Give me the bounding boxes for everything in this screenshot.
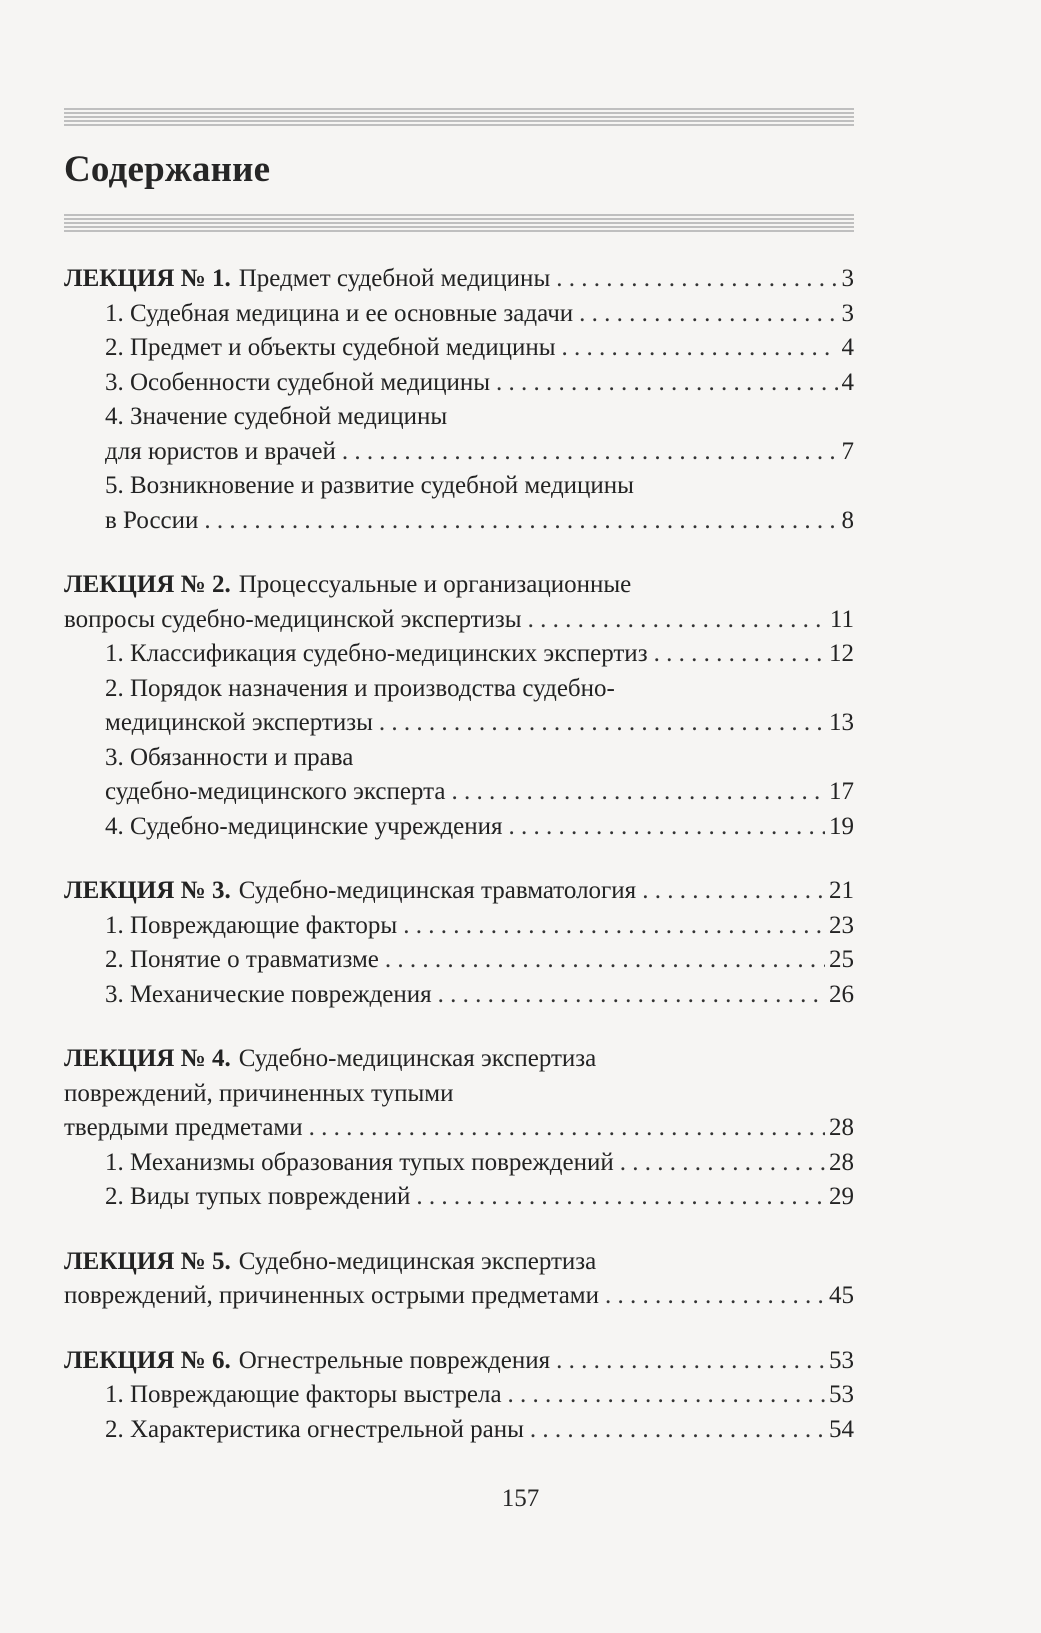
lecture-title: Предмет судебной медицины: [238, 265, 551, 292]
toc-page-number: 53: [829, 1381, 854, 1408]
toc-lecture-line[interactable]: [64, 1042, 854, 1077]
dot-leader: [556, 262, 837, 297]
toc-section: [64, 1245, 854, 1314]
toc-subitem-line[interactable]: [64, 909, 854, 944]
toc-section: [64, 1344, 854, 1448]
toc-page-number: 12: [829, 640, 854, 667]
lecture-title: повреждений, причиненных острыми предметами: [64, 1282, 599, 1309]
toc-page-number: 3: [841, 299, 854, 327]
dot-leader: [403, 909, 825, 944]
toc-entry-text: 2. Понятие о травматизме: [105, 946, 379, 973]
dot-leader: [309, 1111, 825, 1146]
lecture-title: Судебно-медицинская травматология: [238, 877, 637, 904]
toc-subitem-line[interactable]: [64, 504, 854, 539]
toc-page-number: 4: [841, 368, 854, 396]
toc-entry-text: 2. Характеристика огнестрельной раны: [105, 1415, 524, 1443]
toc-entry-text: [64, 568, 631, 603]
toc-section: [64, 1042, 854, 1215]
toc-subitem-line[interactable]: [64, 1413, 854, 1448]
toc-entry-text: [64, 1279, 599, 1314]
toc-lecture-line[interactable]: [64, 874, 854, 909]
bottom-decorative-rule: [64, 214, 854, 232]
dot-leader: [562, 331, 838, 366]
toc-page-number: 7: [841, 437, 854, 465]
toc-lecture-line[interactable]: [64, 1111, 854, 1146]
toc-entry-text: 2. Предмет и объекты судебной медицины: [105, 334, 556, 361]
lecture-title: Судебно-медицинская экспертиза: [238, 1045, 597, 1072]
toc-subitem-line[interactable]: [64, 366, 854, 401]
toc-subitem-line[interactable]: [64, 706, 854, 741]
lecture-title: Судебно-медицинская экспертиза: [238, 1247, 597, 1275]
toc-subitem-line[interactable]: [64, 1180, 854, 1215]
toc-entry-text: [64, 262, 550, 297]
dot-leader: [620, 1146, 825, 1181]
dot-leader: [496, 366, 837, 401]
toc-section: [64, 262, 854, 538]
toc-page-number: 13: [829, 709, 854, 736]
lecture-label: ЛЕКЦИЯ № 1.: [64, 265, 231, 292]
lecture-title: повреждений, причиненных тупыми: [64, 1079, 454, 1107]
page-number: 157: [501, 1485, 540, 1512]
toc-entry-text: [64, 603, 522, 638]
toc-page-number: 4: [841, 334, 854, 361]
toc-subitem-line[interactable]: [64, 469, 854, 504]
dot-leader: [416, 1180, 825, 1215]
toc-subitem-line[interactable]: [64, 331, 854, 366]
dot-leader: [342, 435, 838, 470]
toc-entry-text: [64, 1245, 596, 1280]
toc-entry-text: 3. Обязанности и права: [105, 743, 354, 771]
toc-entry-text: 1. Судебная медицина и ее основные задачи: [105, 299, 574, 327]
toc-subitem-line[interactable]: [64, 978, 854, 1013]
dot-leader: [528, 603, 826, 638]
toc-subitem-line[interactable]: [64, 741, 854, 776]
toc-entry-text: [64, 874, 636, 909]
toc-page-number: 29: [829, 1183, 854, 1210]
toc-entry-text: 3. Особенности судебной медицины: [105, 368, 491, 396]
lecture-label: ЛЕКЦИЯ № 3.: [64, 877, 231, 904]
toc-entry-text: 2. Порядок назначения и производства судебно-: [105, 674, 615, 702]
toc-entry-text: 1. Повреждающие факторы выстрела: [105, 1381, 502, 1408]
toc-entry-text: 4. Судебно-медицинские учреждения: [105, 812, 503, 840]
toc-entry-text: для юристов и врачей: [105, 437, 336, 465]
toc-entry-text: в России: [105, 506, 199, 534]
toc-page-number: 26: [829, 980, 854, 1008]
toc-page-number: 21: [829, 877, 854, 904]
toc-page-number: 23: [829, 911, 854, 939]
toc-lecture-line[interactable]: [64, 1245, 854, 1280]
toc-subitem-line[interactable]: [64, 775, 854, 810]
toc-section: [64, 874, 854, 1012]
toc-entry-text: 1. Классификация судебно-медицинских экспертиз: [105, 640, 648, 667]
toc-subitem-line[interactable]: [64, 672, 854, 707]
toc-entry-text: [64, 1344, 550, 1379]
toc-lecture-line[interactable]: [64, 1077, 854, 1112]
toc-section: [64, 568, 854, 844]
dot-leader: [385, 943, 825, 978]
toc-page-number: 19: [829, 812, 854, 840]
toc-entry-text: 5. Возникновение и развитие судебной медицины: [105, 472, 634, 499]
toc-entry-text: [64, 1077, 453, 1112]
lecture-label: ЛЕКЦИЯ № 4.: [64, 1045, 231, 1072]
dot-leader: [204, 504, 837, 539]
dot-leader: [508, 1378, 825, 1413]
toc-page-number: 11: [829, 605, 854, 633]
toc-subitem-line[interactable]: [64, 810, 854, 845]
toc-entry-text: судебно-медицинского эксперта: [105, 778, 446, 805]
toc-entry-text: медицинской экспертизы: [105, 709, 373, 736]
toc-page-number: 28: [829, 1114, 854, 1141]
dot-leader: [438, 978, 825, 1013]
toc-entry-text: 3. Механические повреждения: [105, 980, 432, 1008]
toc-page-number: 3: [841, 265, 854, 292]
toc-entry-text: 4. Значение судебной медицины: [105, 403, 448, 430]
toc-page-number: 45: [829, 1282, 854, 1309]
toc-lecture-line[interactable]: [64, 1279, 854, 1314]
toc-subitem-line[interactable]: [64, 435, 854, 470]
toc-page-number: 53: [829, 1346, 854, 1374]
toc-subitem-line[interactable]: [64, 400, 854, 435]
toc-subitem-line[interactable]: [64, 1146, 854, 1181]
lecture-label: ЛЕКЦИЯ № 2.: [64, 571, 231, 598]
dot-leader: [509, 810, 825, 845]
dot-leader: [579, 297, 837, 332]
toc-lecture-line[interactable]: [64, 1344, 854, 1379]
table-of-contents: [64, 262, 854, 1477]
toc-subitem-line[interactable]: [64, 943, 854, 978]
toc-lecture-line[interactable]: [64, 568, 854, 603]
lecture-title: Процессуальные и организационные: [238, 571, 632, 598]
dot-leader: [654, 637, 825, 672]
lecture-label: ЛЕКЦИЯ № 5.: [64, 1247, 231, 1275]
lecture-label: ЛЕКЦИЯ № 6.: [64, 1346, 231, 1374]
dot-leader: [556, 1344, 825, 1379]
lecture-title: Огнестрельные повреждения: [238, 1346, 551, 1374]
toc-lecture-line[interactable]: [64, 603, 854, 638]
toc-page-number: 17: [829, 778, 854, 805]
dot-leader: [605, 1279, 825, 1314]
lecture-title: вопросы судебно-медицинской экспертизы: [64, 605, 522, 633]
toc-entry-text: 1. Механизмы образования тупых повреждений: [105, 1148, 614, 1176]
toc-entry-text: 1. Повреждающие факторы: [105, 911, 398, 939]
toc-page-number: 54: [829, 1415, 854, 1443]
toc-subitem-line[interactable]: [64, 297, 854, 332]
dot-leader: [379, 706, 825, 741]
toc-page-number: 25: [829, 946, 854, 973]
toc-page-number: 8: [841, 506, 854, 534]
toc-subitem-line[interactable]: [64, 1378, 854, 1413]
top-decorative-rule: [64, 108, 854, 126]
page-title: Содержание: [64, 149, 271, 190]
dot-leader: [530, 1413, 825, 1448]
toc-lecture-line[interactable]: [64, 262, 854, 297]
dot-leader: [642, 874, 825, 909]
toc-entry-text: [64, 1111, 303, 1146]
toc-subitem-line[interactable]: [64, 637, 854, 672]
lecture-title: твердыми предметами: [64, 1114, 303, 1141]
dot-leader: [451, 775, 825, 810]
toc-entry-text: [64, 1042, 596, 1077]
toc-entry-text: 2. Виды тупых повреждений: [105, 1183, 411, 1210]
toc-page-number: 28: [829, 1148, 854, 1176]
